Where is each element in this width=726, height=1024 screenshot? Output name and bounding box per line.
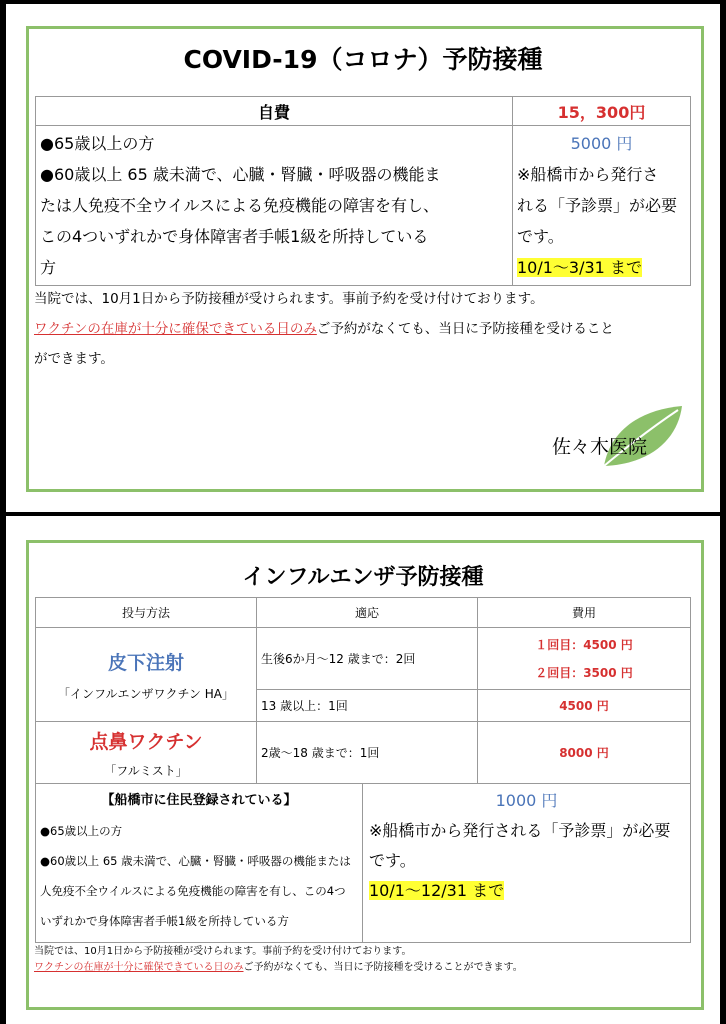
- flu-eligibility-line: ●60歳以上 65 歳未満で、心臓・腎臓・呼吸器の機能または: [40, 854, 351, 868]
- covid-header-price: 15，300円: [513, 97, 691, 126]
- covid-eligibility-line: 方: [40, 258, 57, 277]
- flu-warning: [34, 960, 694, 976]
- flu-method2-sub: 「フルミスト」: [104, 763, 188, 778]
- flu-header-fee: 費用: [478, 598, 691, 628]
- flu-indication2: 2歳～18 歳まで：1回: [257, 722, 478, 784]
- flu-fee2: 8000 円: [478, 722, 691, 784]
- covid-warning-rest: ご予約がなくても、当日に予防接種を受けること: [316, 321, 614, 337]
- flu-method1-cell: [36, 628, 257, 722]
- covid-eligibility-line: ●65歳以上の方: [40, 134, 155, 153]
- clinic-name: 佐々木医院: [552, 436, 648, 458]
- covid-price-cell: [513, 126, 691, 286]
- flu-warning-red: ワクチンの在庫が十分に確保できている日のみ: [34, 962, 244, 973]
- flu-eligibility-line: 人免疫不全ウイルスによる免疫機能の障害を有し、この4つ: [40, 884, 346, 898]
- flu-fee1a-first: １回目：4500 円: [535, 637, 633, 652]
- covid-info-line: 当院では、10月1日から予防接種が受けられます。事前予約を受け付けております。: [34, 291, 544, 307]
- flu-fee1a-second: ２回目：3500 円: [535, 665, 633, 680]
- flu-warning-rest: ご予約がなくても、当日に予防接種を受けることができます。: [243, 962, 523, 973]
- flu-resident-eligibility-cell: [36, 784, 363, 943]
- covid-note-line: ※船橋市から発行さ: [517, 165, 659, 184]
- covid-eligibility-line: ●60歳以上 65 歳未満で、心臓・腎臓・呼吸器の機能ま: [40, 165, 441, 184]
- flu-eligibility-line: いずれかで身体障害者手帳1級を所持している方: [40, 914, 289, 928]
- flu-resident-table: [35, 783, 691, 943]
- flu-info-line: 当院では、10月1日から予防接種が受けられます。事前予約を受け付けております。: [34, 946, 412, 957]
- covid-period: 10/1～3/31 まで: [517, 258, 642, 277]
- flu-resident-header: 【船橋市に住民登録されている】: [101, 793, 297, 808]
- flu-resident-note1: ※船橋市から発行される「予診票」が必要: [369, 821, 671, 840]
- flu-method2: 点鼻ワクチン: [89, 730, 203, 753]
- flu-fee1b: 4500 円: [478, 690, 691, 722]
- flu-method1: 皮下注射: [107, 651, 184, 674]
- flu-header-method: 投与方法: [36, 598, 257, 628]
- flu-eligibility-line: ●65歳以上の方: [40, 824, 123, 838]
- covid-title: COVID-19（コロナ）予防接種: [183, 45, 543, 74]
- flu-title: インフルエンザ予防接種: [242, 565, 484, 590]
- covid-eligibility-line: この4ついずれかで身体障害者手帳1級を所持している: [40, 227, 429, 246]
- flu-resident-note2: です。: [369, 851, 416, 870]
- flu-method2-cell: [36, 722, 257, 784]
- flu-resident-price-cell: [363, 784, 691, 943]
- covid-note-line: です。: [517, 227, 564, 246]
- flu-indication1b: 13 歳以上：1回: [257, 690, 478, 722]
- covid-table: [35, 96, 691, 286]
- covid-eligibility-cell: [36, 126, 513, 286]
- covid-warning-red: ワクチンの在庫が十分に確保できている日のみ: [34, 321, 317, 337]
- covid-price: 5000 円: [570, 134, 633, 153]
- covid-warning-cont: ができます。: [34, 351, 114, 367]
- covid-warning: [34, 314, 694, 344]
- flu-header-indication: 適応: [257, 598, 478, 628]
- covid-note-line: れる「予診票」が必要: [517, 196, 678, 215]
- flu-method1-sub: 「インフルエンザワクチン HA」: [58, 686, 234, 701]
- covid-eligibility-line: たは人免疫不全ウイルスによる免疫機能の障害を有し、: [40, 196, 440, 215]
- flu-fee1a-cell: [478, 628, 691, 690]
- flu-period: 10/1～12/31 まで: [369, 881, 505, 900]
- flu-indication1a: 生後6か月～12 歳まで：2回: [257, 628, 478, 690]
- covid-header-left: 自費: [36, 97, 513, 126]
- flu-table: [35, 597, 691, 784]
- flu-resident-price: 1000 円: [495, 791, 558, 810]
